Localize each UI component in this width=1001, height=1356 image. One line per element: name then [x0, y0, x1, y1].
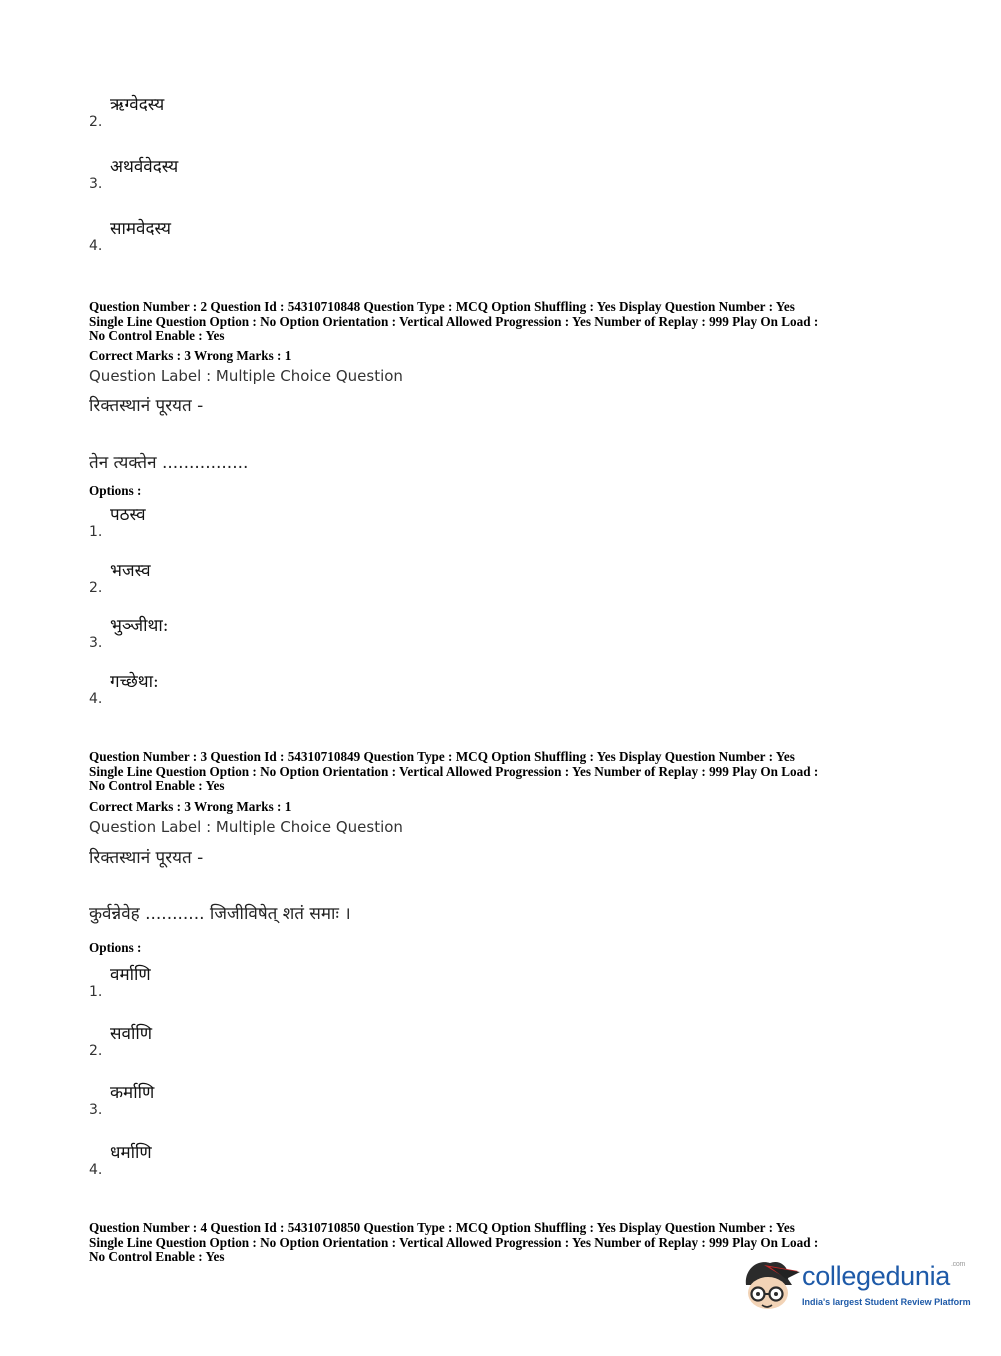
- option-number: 2.: [89, 114, 103, 130]
- question-3-sentence: कुर्वन्नेवेह ........... जिजीविषेत् शतं समाः ।: [89, 904, 351, 924]
- option-text: वर्माणि: [110, 965, 151, 985]
- brand-text: collegedunia: [802, 1261, 951, 1291]
- option-text: सामवेदस्य: [110, 219, 172, 239]
- meta-line: Question Number : 2 Question Id : 54310710848 Question Type : MCQ Option Shuffling : Yes Display Question Number : Yes: [89, 299, 795, 314]
- option-text: भजस्व: [110, 561, 151, 581]
- option-number: 1.: [89, 984, 103, 1000]
- option-number: 4.: [89, 691, 103, 707]
- question-2-sentence: तेन त्यक्तेन ................: [89, 453, 249, 473]
- collegedunia-watermark: [740, 1255, 980, 1317]
- option-number: 3.: [89, 635, 103, 651]
- meta-line: No Control Enable : Yes: [89, 778, 225, 794]
- question-3-label: Question Label : Multiple Choice Question: [89, 818, 403, 836]
- option-text: भुञ्जीथा:: [110, 616, 169, 636]
- question-3-instruction: रिक्तस्थानं पूरयत -: [89, 848, 204, 868]
- question-3-meta: [89, 750, 919, 794]
- question-2-instruction: रिक्तस्थानं पूरयत -: [89, 396, 204, 416]
- option-number: 3.: [89, 1102, 103, 1118]
- meta-line: No Control Enable : Yes: [89, 1249, 225, 1265]
- meta-line: Question Number : 3 Question Id : 54310710849 Question Type : MCQ Option Shuffling : Yes Display Question Number : Yes: [89, 749, 795, 764]
- question-2-label: Question Label : Multiple Choice Question: [89, 367, 403, 385]
- mascot-logo-icon: [740, 1255, 800, 1317]
- option-number: 2.: [89, 1043, 103, 1059]
- question-2-options-heading: Options :: [89, 483, 142, 498]
- option-number: 4.: [89, 238, 103, 254]
- meta-line: Single Line Question Option : No Option Orientation : Vertical Allowed Progression : Yes Number of Replay : 999 Play On Load :: [89, 313, 819, 329]
- question-2-marks: Correct Marks : 3 Wrong Marks : 1: [89, 348, 292, 363]
- option-number: 4.: [89, 1162, 103, 1178]
- brand-tagline: India's largest Student Review Platform: [802, 1297, 971, 1307]
- option-text: अथर्ववेदस्य: [110, 157, 179, 177]
- option-text: कर्माणि: [110, 1083, 155, 1103]
- meta-line: Single Line Question Option : No Option Orientation : Vertical Allowed Progression : Yes Number of Replay : 999 Play On Load :: [89, 763, 819, 779]
- option-text: सर्वाणि: [110, 1024, 153, 1044]
- option-text: पठस्व: [110, 505, 146, 525]
- option-text: ऋग्वेदस्य: [110, 95, 165, 115]
- option-number: 2.: [89, 580, 103, 596]
- option-text: गच्छेथा:: [110, 672, 159, 692]
- question-3-options-heading: Options :: [89, 940, 142, 955]
- question-2-meta: [89, 300, 919, 344]
- meta-line: Question Number : 4 Question Id : 54310710850 Question Type : MCQ Option Shuffling : Yes Display Question Number : Yes: [89, 1220, 795, 1235]
- option-number: 3.: [89, 176, 103, 192]
- brand-suffix: .com: [951, 1261, 966, 1268]
- meta-line: Single Line Question Option : No Option Orientation : Vertical Allowed Progression : Yes Number of Replay : 999 Play On Load :: [89, 1234, 819, 1250]
- question-3-marks: Correct Marks : 3 Wrong Marks : 1: [89, 799, 292, 814]
- option-number: 1.: [89, 524, 103, 540]
- meta-line: No Control Enable : Yes: [89, 328, 225, 344]
- option-text: धर्माणि: [110, 1143, 152, 1163]
- brand-name: [802, 1261, 965, 1292]
